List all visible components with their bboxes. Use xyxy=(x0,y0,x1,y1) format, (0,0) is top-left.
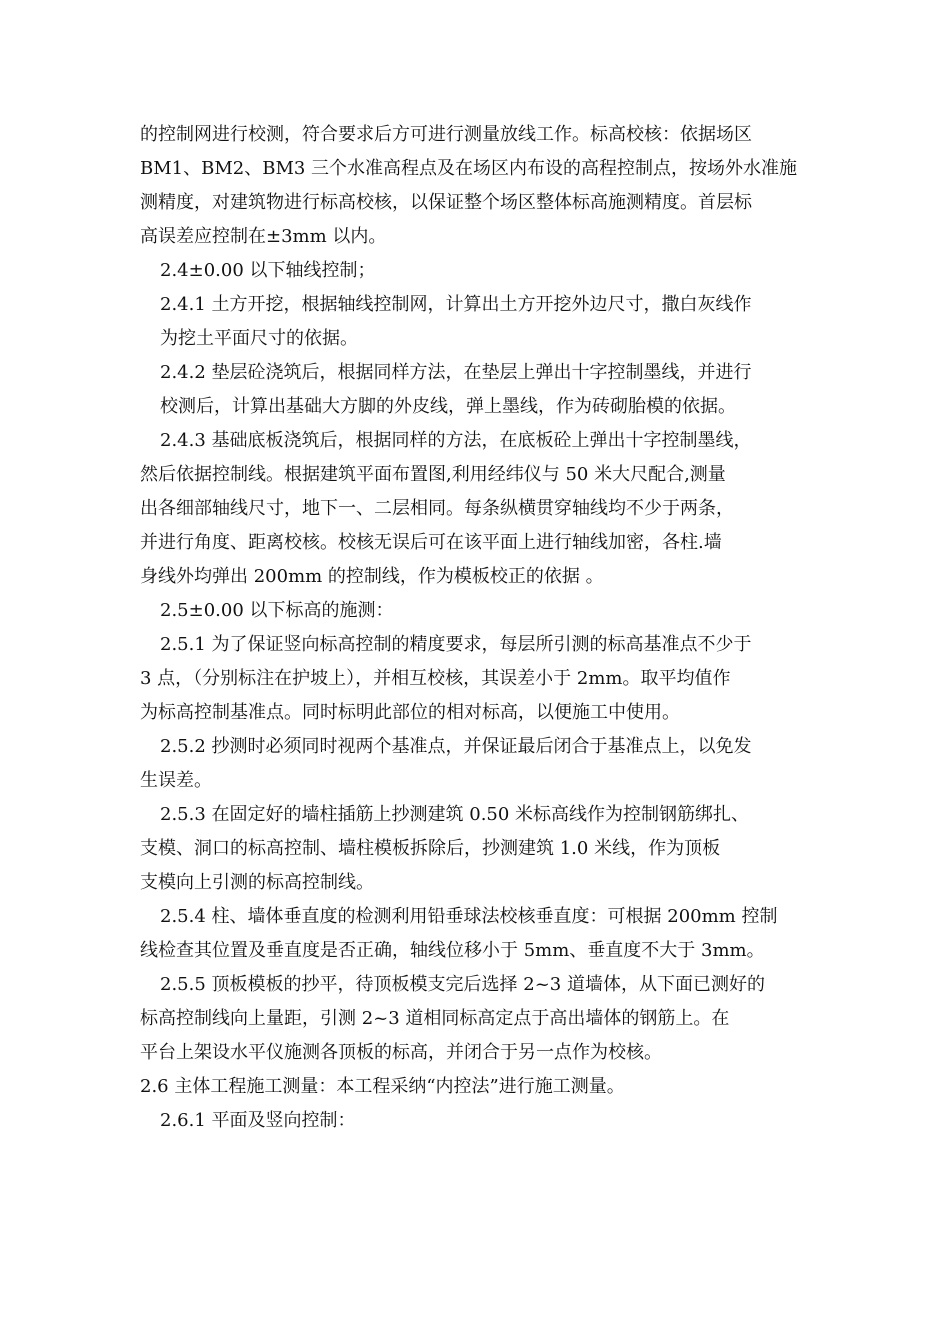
heading-2-4-axis-control xyxy=(140,254,810,288)
text-line: 为标高控制基准点。同时标明此部位的相对标高，以便施工中使用。 xyxy=(140,702,680,723)
text-line: 测精度，对建筑物进行标高校核，以保证整个场区整体标高施测精度。首层标 xyxy=(140,192,752,213)
text-line: 2.4.1 土方开挖，根据轴线控制网，计算出土方开挖外边尺寸，撒白灰线作 xyxy=(160,294,752,315)
text-line: 3 点，（分别标注在护坡上），并相互校核，其误差小于 2mm。取平均值作 xyxy=(140,668,731,689)
text-line: 线检查其位置及垂直度是否正确，轴线位移小于 5mm、垂直度不大于 3mm。 xyxy=(140,940,765,961)
paragraph-2-5-4 xyxy=(140,900,810,968)
text-line: 2.4.3 基础底板浇筑后，根据同样的方法，在底板砼上弹出十字控制墨线， xyxy=(160,430,752,451)
text-line: 2.5.2 抄测时必须同时视两个基准点，并保证最后闭合于基准点上，以免发 xyxy=(160,736,752,757)
text-line: 2.5.4 柱、墙体垂直度的检测利用铅垂球法校核垂直度：可根据 200mm 控制 xyxy=(160,906,778,927)
text-line: 支模、洞口的标高控制、墙柱模板拆除后，抄测建筑 1.0 米线，作为顶板 xyxy=(140,838,721,859)
text-line: 并进行角度、距离校核。校核无误后可在该平面上进行轴线加密，各柱.墙 xyxy=(140,532,722,553)
paragraph-2-4-2 xyxy=(140,356,810,424)
text-line: 支模向上引测的标高控制线。 xyxy=(140,872,374,893)
text-line: 的控制网进行校测，符合要求后方可进行测量放线工作。标高校核：依据场区 xyxy=(140,124,752,145)
text-line: 2.6.1 平面及竖向控制： xyxy=(160,1110,356,1131)
paragraph-2-5-3 xyxy=(140,798,810,900)
text-line: 标高控制线向上量距，引测 2~3 道相同标高定点于高出墙体的钢筋上。在 xyxy=(140,1008,730,1029)
heading-2-5-elevation-survey xyxy=(140,594,810,628)
text-line: 生误差。 xyxy=(140,770,212,791)
text-line: 2.5.3 在固定好的墙柱插筋上抄测建筑 0.50 米标高线作为控制钢筋绑扎、 xyxy=(160,804,750,825)
document-body xyxy=(140,118,810,1138)
paragraph-2-5-5 xyxy=(140,968,810,1070)
paragraph-2-5-2 xyxy=(140,730,810,798)
text-line: 校测后，计算出基础大方脚的外皮线，弹上墨线，作为砖砌胎模的依据。 xyxy=(160,396,736,417)
paragraph-2-6-main-structure xyxy=(140,1070,810,1104)
text-line: 2.5±0.00 以下标高的施测： xyxy=(160,600,394,621)
text-line: 高误差应控制在±3mm 以内。 xyxy=(140,226,387,247)
paragraph-2-4-1 xyxy=(140,288,810,356)
text-line: 身线外均弹出 200mm 的控制线，作为模板校正的依据 。 xyxy=(140,566,604,587)
text-line: 平台上架设水平仪施测各顶板的标高，并闭合于另一点作为校核。 xyxy=(140,1042,662,1063)
text-line: 然后依据控制线。根据建筑平面布置图,利用经纬仪与 50 米大尺配合,测量 xyxy=(140,464,726,485)
paragraph-2-4-3 xyxy=(140,424,810,594)
text-line: BM1、BM2、BM3 三个水准高程点及在场区内布设的高程控制点，按场外水准施 xyxy=(140,158,798,179)
text-line: 2.5.5 顶板模板的抄平，待顶板模支完后选择 2~3 道墙体，从下面已测好的 xyxy=(160,974,765,995)
paragraph-2-5-1 xyxy=(140,628,810,730)
text-line: 出各细部轴线尺寸，地下一、二层相同。每条纵横贯穿轴线均不少于两条， xyxy=(140,498,734,519)
text-line: 2.4.2 垫层砼浇筑后，根据同样方法，在垫层上弹出十字控制墨线，并进行 xyxy=(160,362,752,383)
text-line: 为挖土平面尺寸的依据。 xyxy=(160,328,358,349)
text-line: 2.5.1 为了保证竖向标高控制的精度要求，每层所引测的标高基准点不少于 xyxy=(160,634,752,655)
text-line: 2.6 主体工程施工测量：本工程采纳“内控法”进行施工测量。 xyxy=(140,1076,625,1097)
heading-2-6-1-plane-vertical-control xyxy=(140,1104,810,1138)
paragraph-control-network-check xyxy=(140,118,810,254)
text-line: 2.4±0.00 以下轴线控制； xyxy=(160,260,376,281)
